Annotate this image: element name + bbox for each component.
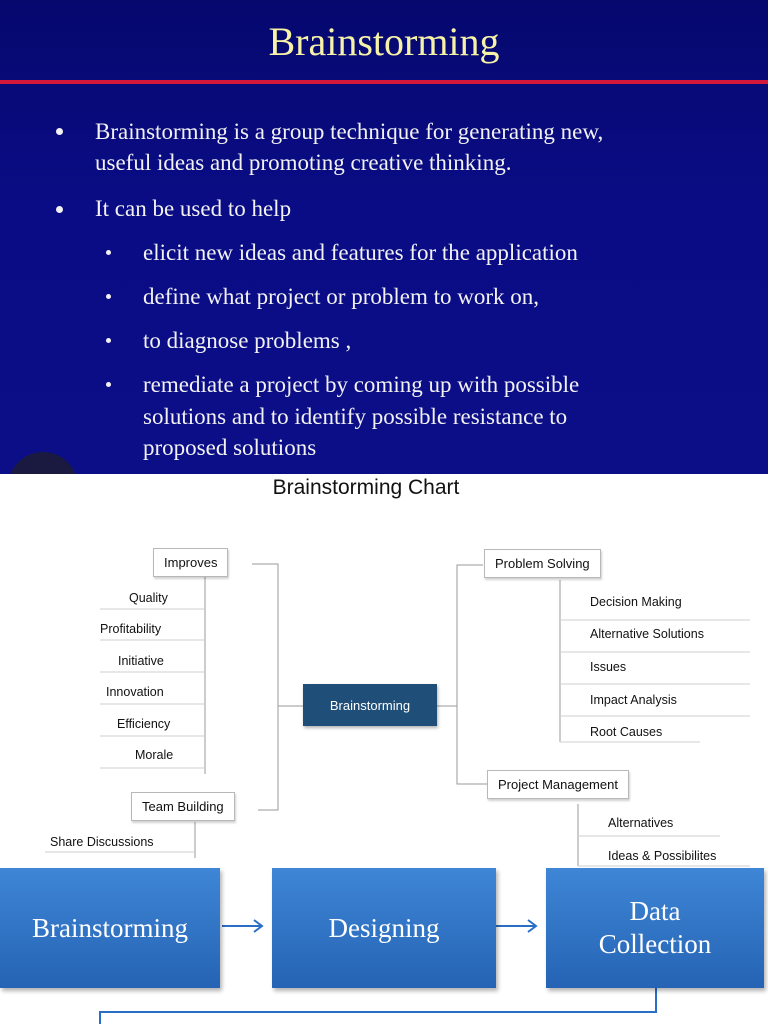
node-team-building: Team Building bbox=[131, 792, 235, 821]
title-divider bbox=[0, 80, 768, 84]
sub-bullet-dot bbox=[106, 338, 111, 343]
bullet-2: It can be used to help bbox=[95, 196, 292, 221]
sub-bullet-2: define what project or problem to work on, bbox=[143, 284, 539, 309]
flow-step-brainstorming: Brainstorming bbox=[0, 868, 220, 988]
flow-step-3-line-2: Collection bbox=[598, 929, 712, 959]
node-impact-analysis: Impact Analysis bbox=[590, 693, 677, 707]
node-decision-making: Decision Making bbox=[590, 595, 682, 609]
bullet-1-line-2: useful ideas and promoting creative thinking. bbox=[95, 150, 512, 175]
node-share-discussions: Share Discussions bbox=[50, 835, 154, 849]
node-quality: Quality bbox=[129, 591, 168, 605]
sub-bullet-4-line-2: solutions and to identify possible resistance to bbox=[143, 404, 568, 429]
flow-step-data-collection bbox=[546, 868, 764, 988]
sub-bullet-dot bbox=[106, 382, 111, 387]
sub-bullet-4-line-3: proposed solutions bbox=[143, 435, 317, 460]
sub-bullet-dot bbox=[106, 294, 111, 299]
mindmap-connectors bbox=[0, 474, 768, 874]
sub-bullet-1: elicit new ideas and features for the application bbox=[143, 240, 578, 265]
flow-step-designing: Designing bbox=[272, 868, 496, 988]
corner-overlay bbox=[8, 452, 78, 474]
bullet-1-line-1: Brainstorming is a group technique for generating new, bbox=[95, 119, 604, 144]
node-profitability: Profitability bbox=[100, 622, 162, 636]
chart-title: Brainstorming Chart bbox=[272, 476, 460, 499]
node-brainstorming-center: Brainstorming bbox=[303, 684, 437, 726]
bullet-dot bbox=[56, 128, 63, 135]
node-innovation: Innovation bbox=[106, 685, 164, 699]
bullet-dot bbox=[56, 206, 63, 213]
node-efficiency: Efficiency bbox=[117, 717, 171, 731]
sub-bullet-dot bbox=[106, 250, 111, 255]
node-problem-solving: Problem Solving bbox=[484, 549, 601, 578]
node-ideas-possibilities: Ideas & Possibilites bbox=[608, 849, 717, 863]
node-issues: Issues bbox=[590, 660, 627, 674]
node-morale: Morale bbox=[135, 748, 174, 762]
node-alternative-solutions: Alternative Solutions bbox=[590, 627, 704, 641]
node-improves: Improves bbox=[153, 548, 228, 577]
slide-panel bbox=[0, 0, 768, 474]
slide-title: Brainstorming bbox=[268, 19, 500, 64]
flow-step-3-line-1: Data bbox=[629, 896, 681, 926]
sub-bullet-4-line-1: remediate a project by coming up with possible bbox=[143, 372, 580, 397]
node-project-management: Project Management bbox=[487, 770, 629, 799]
node-initiative: Initiative bbox=[118, 654, 164, 668]
node-alternatives: Alternatives bbox=[608, 816, 674, 830]
node-root-causes: Root Causes bbox=[590, 725, 663, 739]
sub-bullet-3: to diagnose problems , bbox=[143, 328, 352, 353]
